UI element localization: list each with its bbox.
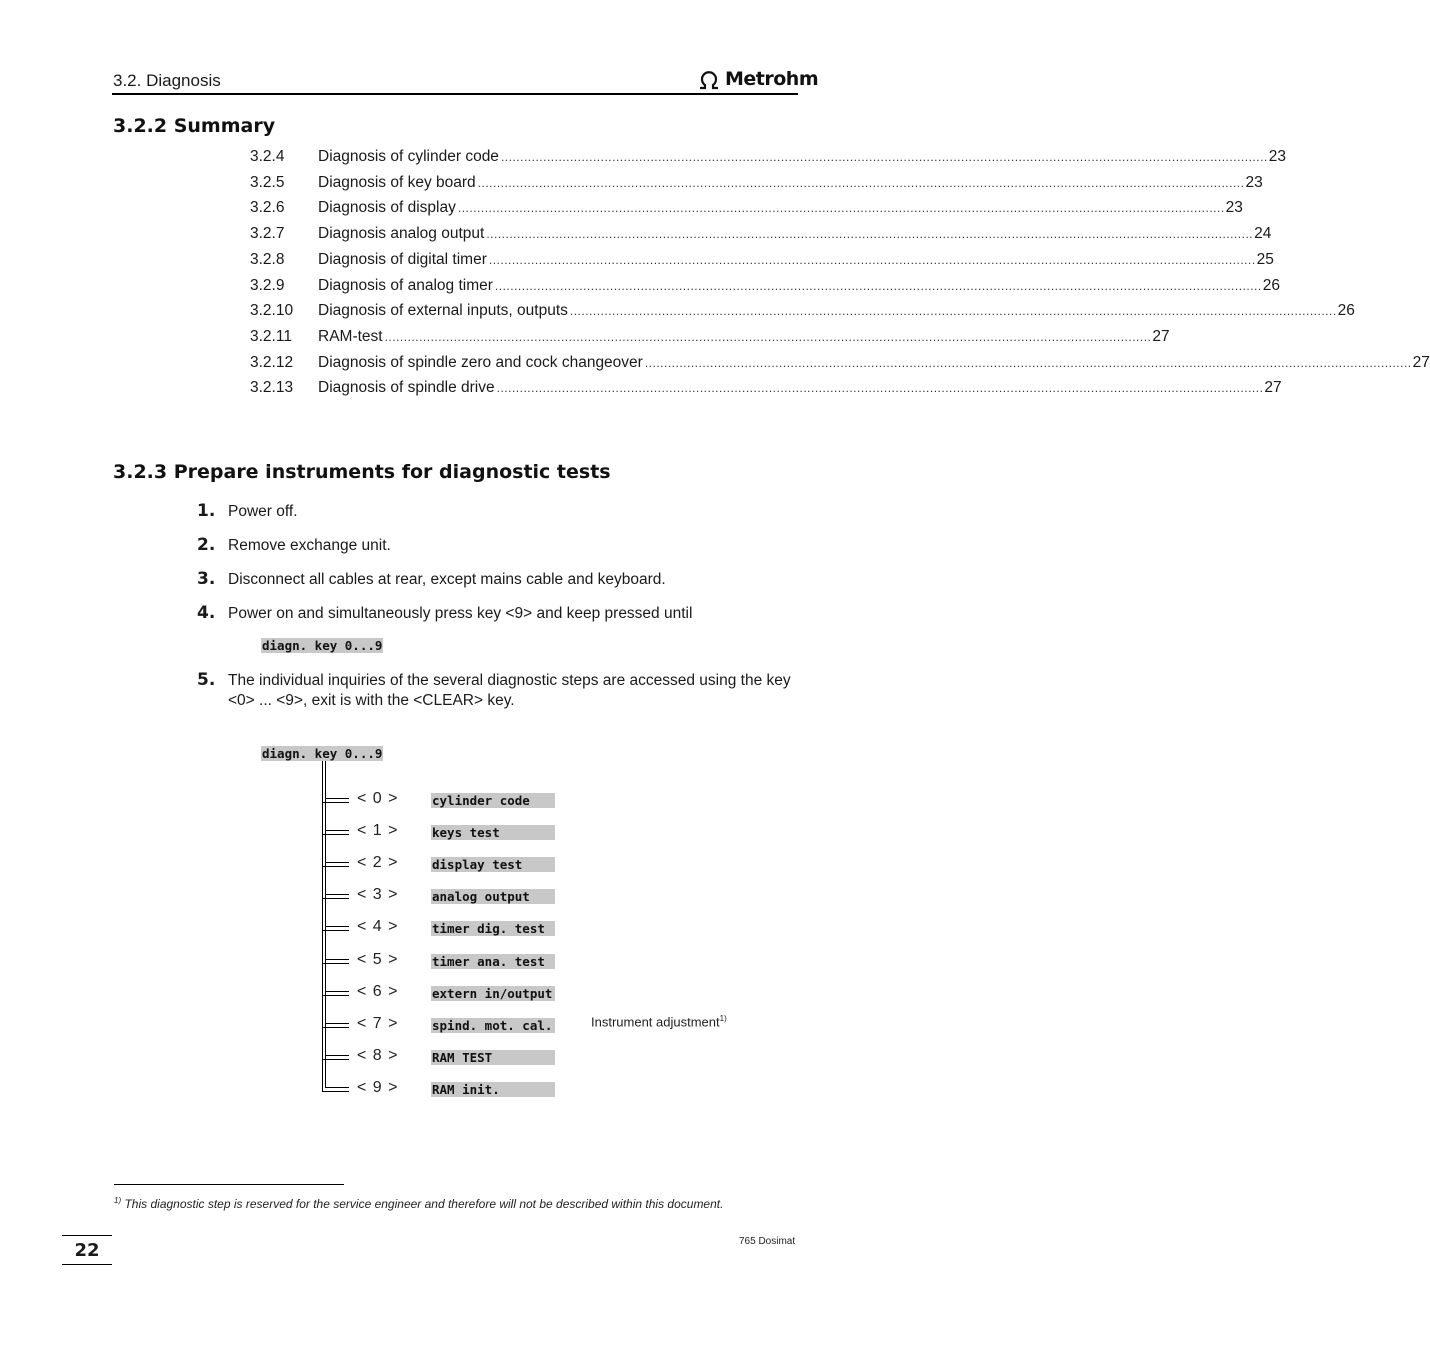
step-number: 5. [197,670,216,690]
page-number-rule [62,1235,112,1236]
tree-branch-line [322,866,349,867]
footnote-text: This diagnostic step is reserved for the service engineer and therefore will not be described within this document. [124,1197,724,1211]
toc-line [318,199,1243,217]
toc-line [318,276,1280,295]
toc-page: 27 [1264,379,1282,397]
toc-title: RAM-test [318,327,383,345]
toc-title: Diagnosis of digital timer [318,250,487,268]
toc-line [318,327,1170,346]
toc-entry [250,225,1272,245]
diagnostic-display: analog output [431,889,555,904]
toc-title: Diagnosis analog output [318,225,485,243]
toc-number: 3.2.12 [250,353,294,371]
tree-branch-line [325,798,349,799]
display-readout: diagn. key 0...9 [262,638,383,653]
toc-line [318,250,1274,269]
instrument-adjustment-note [591,1014,727,1029]
tree-branch-line [325,991,349,992]
step-text: Power off. [228,503,298,520]
omega-icon [697,68,721,90]
tree-branch-line [322,898,349,899]
footnote-mark: 1) [114,1196,122,1205]
page-number: 22 [74,1240,100,1261]
tree-branch-line [322,995,349,996]
toc-leader: ........................................................................................................................................................................................................ [569,304,1337,319]
toc-entry [250,327,1170,348]
toc-line [318,173,1263,192]
tree-branch-line [322,802,349,803]
toc-entry [250,250,1274,271]
toc-entry [250,276,1280,297]
toc-page: 27 [1412,353,1430,371]
key-label: < 9 > [357,1078,399,1096]
product-name: 765 Dosimat [739,1236,796,1247]
toc-leader: ........................................................................................................................................................................................................ [500,150,1268,164]
key-label: < 1 > [357,822,399,840]
step-number: 4. [197,603,216,623]
toc-line [318,353,1430,372]
key-label: < 3 > [357,886,399,904]
toc-line [318,302,1355,320]
tree-trunk-line [322,761,323,1091]
note-text: Instrument adjustment [591,1014,720,1030]
toc-number: 3.2.11 [250,327,292,345]
tree-branch-line [322,930,349,931]
tree-branch-line [325,1087,349,1088]
running-header: 3.2. Diagnosis [113,71,221,90]
toc-leader: ........................................................................................................................................................................................................ [477,175,1245,190]
toc-line [318,225,1272,243]
key-label: < 6 > [357,982,399,1000]
toc-leader: ........................................................................................................................................................................................................ [644,355,1412,370]
tree-branch-line [322,1027,349,1028]
toc-title: Diagnosis of spindle drive [318,379,495,397]
diagnostic-display: keys test [431,825,555,840]
tree-branch-line [322,834,349,835]
tree-branch-line [325,830,349,831]
brand-name: Metrohm [725,68,819,90]
key-label: < 5 > [357,950,399,968]
diagram-root-display: diagn. key 0...9 [262,746,383,761]
tree-branch-line [325,1023,349,1024]
footnote [114,1196,723,1211]
toc-number: 3.2.8 [250,250,285,268]
toc-page: 23 [1268,148,1286,165]
key-label: < 2 > [357,854,399,872]
toc-entry [250,173,1263,194]
tree-branch-line [322,963,349,964]
brand-logo [697,66,818,92]
toc-number: 3.2.9 [250,276,285,294]
tree-branch-line [325,862,349,863]
diagnostic-display: extern in/output [431,986,555,1001]
header-rule [112,93,798,95]
toc-leader: ........................................................................................................................................................................................................ [494,278,1262,293]
toc-number: 3.2.10 [250,302,294,320]
toc-page: 27 [1152,327,1170,345]
step-number: 2. [197,535,216,555]
step-text: Disconnect all cables at rear, except mains cable and keyboard. [228,571,666,588]
toc-title: Diagnosis of analog timer [318,276,493,294]
toc-leader: ........................................................................................................................................................................................................ [384,329,1152,344]
toc-page: 24 [1254,225,1272,243]
note-mark: 1) [719,1014,727,1023]
toc-line [318,148,1286,166]
step-text: Remove exchange unit. [228,537,391,554]
diagnostic-display: timer ana. test [431,954,555,969]
step-number: 3. [197,569,216,589]
prepare-heading: 3.2.3 Prepare instruments for diagnostic tests [113,461,611,483]
footnote-rule [114,1184,344,1185]
diagnostic-display: RAM init. [431,1082,555,1097]
toc-number: 3.2.13 [250,379,294,397]
toc-title: Diagnosis of display [318,199,456,217]
toc-line [318,379,1282,397]
key-label: < 0 > [357,790,399,807]
toc-title: Diagnosis of key board [318,173,476,191]
summary-heading: 3.2.2 Summary [113,115,276,137]
tree-branch-line [325,894,349,895]
toc-entry [250,302,1355,322]
toc-entry [250,199,1243,219]
toc-page: 23 [1225,199,1243,217]
tree-branch-line [325,1055,349,1056]
toc-page: 23 [1245,173,1263,191]
tree-branch-line [322,1059,349,1060]
toc-number: 3.2.6 [250,199,285,217]
diagnostic-display: display test [431,857,555,872]
toc-entry [250,353,1430,374]
toc-number: 3.2.4 [250,148,285,165]
toc-title: Diagnosis of cylinder code [318,148,499,165]
toc-title: Diagnosis of spindle zero and cock changeover [318,353,643,371]
toc-page: 26 [1262,276,1280,294]
page-number-rule [62,1264,112,1265]
diagnostic-display: spind. mot. cal. [431,1018,555,1033]
tree-trunk-line [325,761,326,1087]
toc-leader: ........................................................................................................................................................................................................ [486,227,1254,242]
step-number: 1. [197,501,216,521]
toc-entry [250,148,1286,168]
step-text: Power on and simultaneously press key <9> and keep pressed until [228,605,693,622]
diagnostic-display: cylinder code [431,793,555,808]
toc-leader: ........................................................................................................................................................................................................ [488,252,1256,267]
toc-title: Diagnosis of external inputs, outputs [318,302,568,320]
toc-number: 3.2.5 [250,173,285,191]
step-text: The individual inquiries of the several diagnostic steps are accessed using the key <0> ... <9>, exit is with the <CLEAR> key. [228,672,791,709]
tree-branch-line [325,959,349,960]
toc-page: 26 [1337,302,1355,320]
toc-entry [250,379,1282,399]
diagnostic-display: timer dig. test [431,921,555,936]
toc-number: 3.2.7 [250,225,285,243]
key-label: < 4 > [357,918,399,936]
toc-page: 25 [1256,250,1274,268]
tree-branch-line [325,926,349,927]
tree-branch-line [322,1091,349,1092]
toc-leader: ........................................................................................................................................................................................................ [457,201,1225,216]
toc-leader: ........................................................................................................................................................................................................ [496,381,1264,396]
key-label: < 8 > [357,1046,399,1064]
diagnostic-display: RAM TEST [431,1050,555,1065]
key-label: < 7 > [357,1014,399,1032]
